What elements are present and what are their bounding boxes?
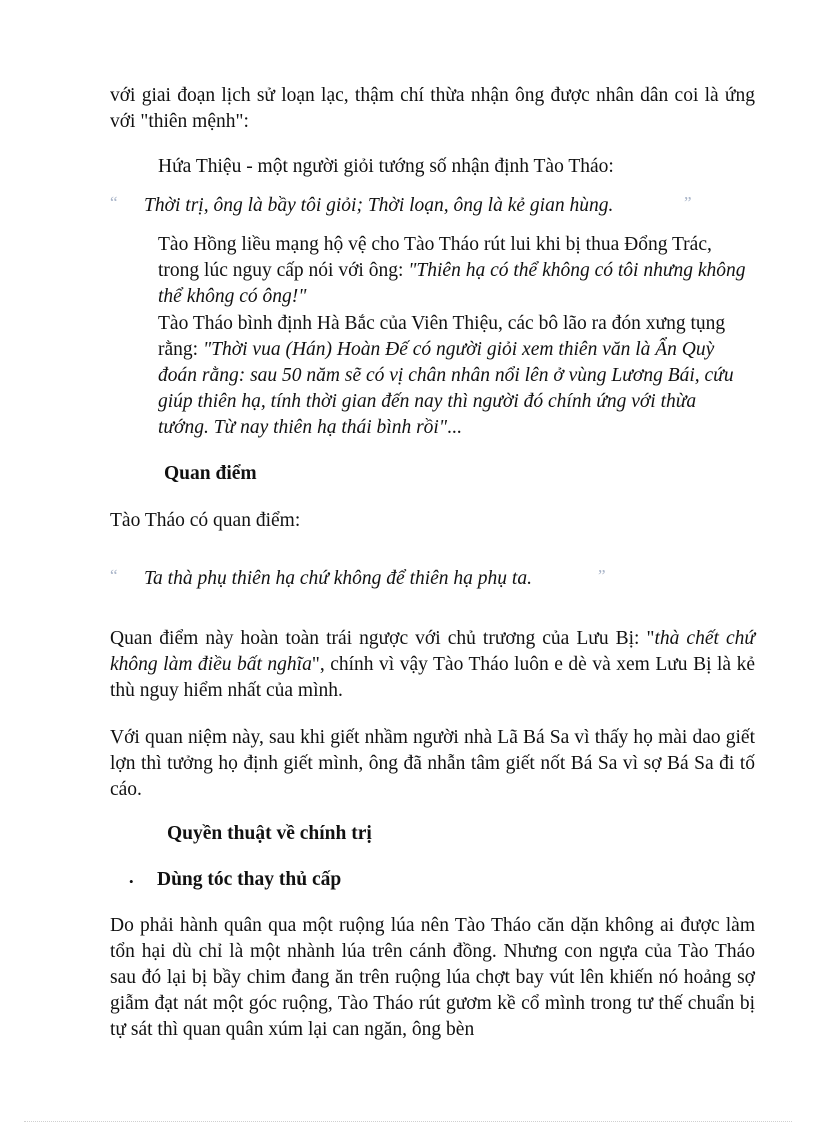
bullet-icon: • bbox=[129, 874, 134, 889]
paragraph-lead: Quan điểm này hoàn toàn trái ngược với chủ trương của Lưu Bị: " bbox=[110, 628, 655, 649]
bullet-label: Dùng tóc thay thủ cấp bbox=[157, 869, 342, 890]
bullet-item-dung-toc bbox=[0, 867, 816, 893]
blockquote-lead: Tào Hồng liều mạng hộ vệ cho Tào Tháo rút lui khi bị thua Đổng Trác, trong lúc nguy cấp nói với ông: bbox=[158, 234, 712, 281]
close-quote-icon: ” bbox=[598, 566, 606, 585]
open-quote-icon: “ bbox=[110, 566, 118, 585]
blockquote-ellipsis: ... bbox=[447, 417, 462, 438]
paragraph-la-ba-sa: Với quan niệm này, sau khi giết nhầm người nhà Lã Bá Sa vì thấy họ mài dao giết lợn thì tưởng họ định giết mình, ông đã nhẫn tâm giết nốt Bá Sa vì sợ Bá Sa đi tố cáo. bbox=[110, 727, 755, 800]
paragraph-italic: thà chết chứ không làm điều bất nghĩa bbox=[110, 628, 755, 675]
close-quote-icon: ” bbox=[684, 193, 692, 212]
paragraph-hua-thieu: Hứa Thiệu - một người giỏi tướng số nhận định Tào Tháo: bbox=[158, 156, 614, 177]
paragraph-thien-menh: với giai đoạn lịch sử loạn lạc, thậm chí thừa nhận ông được nhân dân coi là ứng với "thiên mệnh": bbox=[110, 85, 755, 132]
pull-quote-thoi-tri bbox=[110, 193, 730, 219]
page-divider bbox=[24, 1121, 792, 1122]
open-quote-icon: “ bbox=[110, 193, 118, 212]
section-heading-quyen-thuat: Quyền thuật về chính trị bbox=[167, 823, 372, 844]
paragraph-ruong-lua: Do phải hành quân qua một ruộng lúa nên Tào Tháo căn dặn không ai được làm tổn hại dù chỉ là một nhành lúa trên cánh đồng. Nhưng con ngựa của Tào Tháo sau đó lại bị bầy chim đang ăn trên ruộng lúa chợt bay vút lên khiến nó hoảng sợ giẫm đạt nát một góc ruộng, Tào Tháo rút gươm kề cổ mình trong tư thế chuẩn bị tự sát thì quan quân xúm lại can ngăn, ông bèn bbox=[110, 915, 755, 1040]
blockquote-quote: "Thiên hạ có thể không có tôi nhưng không thể không có ông!" bbox=[158, 260, 746, 307]
paragraph-luu-bi bbox=[110, 626, 755, 704]
pull-quote-text: Ta thà phụ thiên hạ chứ không để thiên hạ phụ ta. bbox=[144, 568, 532, 589]
paragraph-quan-diem-intro: Tào Tháo có quan điểm: bbox=[110, 510, 301, 531]
pull-quote-text: Thời trị, ông là bầy tôi giỏi; Thời loạn, ông là kẻ gian hùng. bbox=[144, 195, 614, 216]
section-heading-quan-diem: Quan điểm bbox=[164, 463, 257, 484]
blockquote-tao-hong bbox=[158, 232, 746, 310]
blockquote-lead: Tào Tháo bình định Hà Bắc của Viên Thiệu, các bô lão ra đón xưng tụng rằng: bbox=[158, 313, 726, 360]
blockquote-quote: "Thời vua (Hán) Hoàn Đế có người giỏi xem thiên văn là Ẩn Quỳ đoán rằng: sau 50 năm sẽ có vị chân nhân nổi lên ở vùng Lương Bái, cứu giúp thiên hạ, tính thời gian đến nay thì người đó chính ứng với thừa tướng. Từ nay thiên hạ thái bình rồi" bbox=[158, 339, 734, 438]
pull-quote-ta-tha bbox=[110, 566, 730, 592]
paragraph-tail: ", chính vì vậy Tào Tháo luôn e dè và xem Lưu Bị là kẻ thù nguy hiểm nhất của mình. bbox=[110, 654, 755, 701]
blockquote-bo-lao bbox=[158, 311, 746, 441]
